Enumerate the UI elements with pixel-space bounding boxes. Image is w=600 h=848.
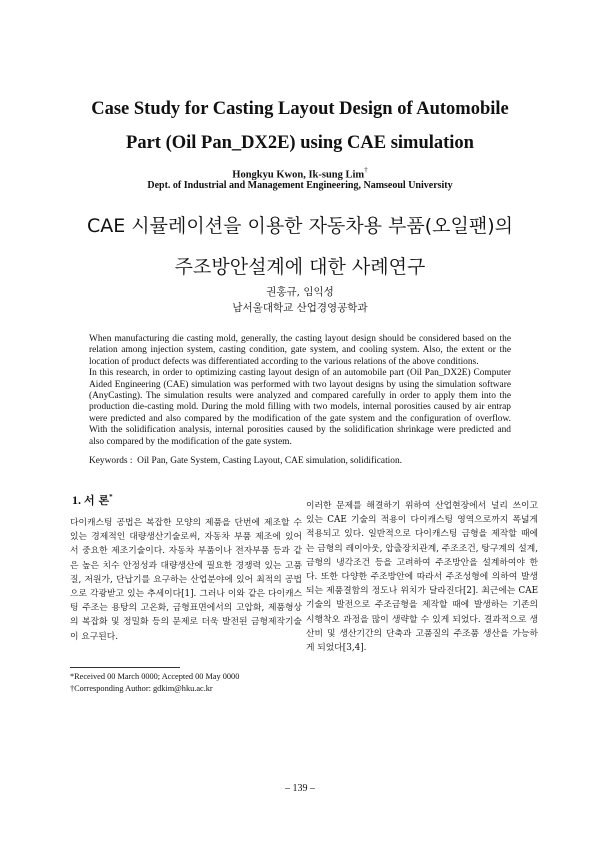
keywords-text: Oil Pan, Gate System, Casting Layout, CAE simulation, solidification. [137,456,402,466]
title-en-line1: Case Study for Casting Layout Design of Automobile [91,99,509,119]
title-ko-line1: CAE 시뮬레이션을 이용한 자동차용 부품(오일팬)의 [87,215,513,237]
section-heading [72,490,113,508]
body-left-column [70,516,302,644]
footnote-corresponding: †Corresponding Author: gdkim@hku.ac.kr [70,684,213,693]
section-title: 서 론 [84,494,110,507]
title-en-line2: Part (Oil Pan_DX2E) using CAE simulation [126,133,474,153]
authors-ko: 권홍규, 임익성 [266,286,334,298]
abstract-paragraph-1: When manufacturing die casting mold, generally, the casting layout design should be considered based on the relation among injection system, casting condition, gate system, and cooling system. Also, the extent or the location of product defects was differentiated according to the various relations of the above conditions. [89,334,511,367]
body-right-column [306,499,538,655]
body-right-text: 이러한 문제를 해결하기 위하여 산업현장에서 널리 쓰이고 있는 CAE 기술의 적용이 다이캐스팅 영역으로까지 폭넓게 적용되고 있다. 일반적으로 다이캐스팅 금형을 제작할 때에는 금형의 레이아웃, 압출장치관계, 주조조건, 탕구계의 설계, 금형의 냉각조건 등을 고려하여 주조방안을 설계하여야 한다. 또한 다양한 주조방안에 따라서 주조성형에 의하여 발생되는 제품결함의 정도나 위치가 달라진다[2]. 최근에는 CAE 기술의 발전으로 주조금형을 제작할 때에 발생하는 기존의 시행착오 과정을 많이 생략할 수 있게 되었다. 결과적으로 생산비 및 생산기간의 단축과 고품질의 주조품 생산을 가능하게 되었다[3,4]. [306,501,538,654]
affiliation-ko: 남서울대학교 산업경영공학과 [232,302,368,314]
footnote-divider [70,667,180,668]
page-number: – 139 – [285,783,315,794]
affiliation-en: Dept. of Industrial and Management Engineering, Namseoul University [147,180,453,191]
section-number: 1. [72,493,81,507]
corresponding-mark: † [364,166,368,174]
abstract-paragraph-2: In this research, in order to optimizing casting layout design of an automobile part (Oil Pan_DX2E) Computer Aided Engineering (CAE) simulation was performed with two layout designs by using the simulation software (AnyCasting). The simulation results were analyzed and compared carefully in order to apply them into the production die-casting mold. During the mold filling with two models, internal porosities caused by air entrap were predicted and also compared by the modification of the gate system and the configuration of overflow. With the solidification analysis, internal porosities caused by the solidification shrinkage were predicted and also compared by the modification of the gate system. [89,368,511,447]
title-ko-line2: 주조방안설계에 대한 사례연구 [174,256,426,278]
authors-en-names: Hongkyu Kwon, Ik-sung Lim [232,169,365,181]
footnote-received: *Received 00 March 0000; Accepted 00 May 0000 [70,672,240,681]
body-left-text: 다이캐스팅 공법은 복잡한 모양의 제품을 단번에 제조할 수 있는 경제적인 대량생산기술로써, 자동차 부품 제조에 있어서 중요한 제조기술이다. 자동차 부품이나 전자부품 등과 같은 높은 치수 안정성과 대량생산에 필요한 경쟁력 있는 고품질, 저원가, 단납기를 요구하는 산업분야에 있어 최적의 공법으로 각광받고 있는 추세이다[1]. 그러나 이와 같은 다이캐스팅 주조는 용탕의 고온화, 금형표면에서의 고압화, 제품형상의 복잡화 및 정밀화 등의 문제로 더욱 발전된 금형제작기술이 요구된다. [70,518,302,642]
abstract [89,334,511,448]
keywords [89,455,511,467]
section-footnote-mark: * [109,493,113,501]
footnotes [70,671,302,695]
keywords-label: Keywords : [89,456,133,466]
